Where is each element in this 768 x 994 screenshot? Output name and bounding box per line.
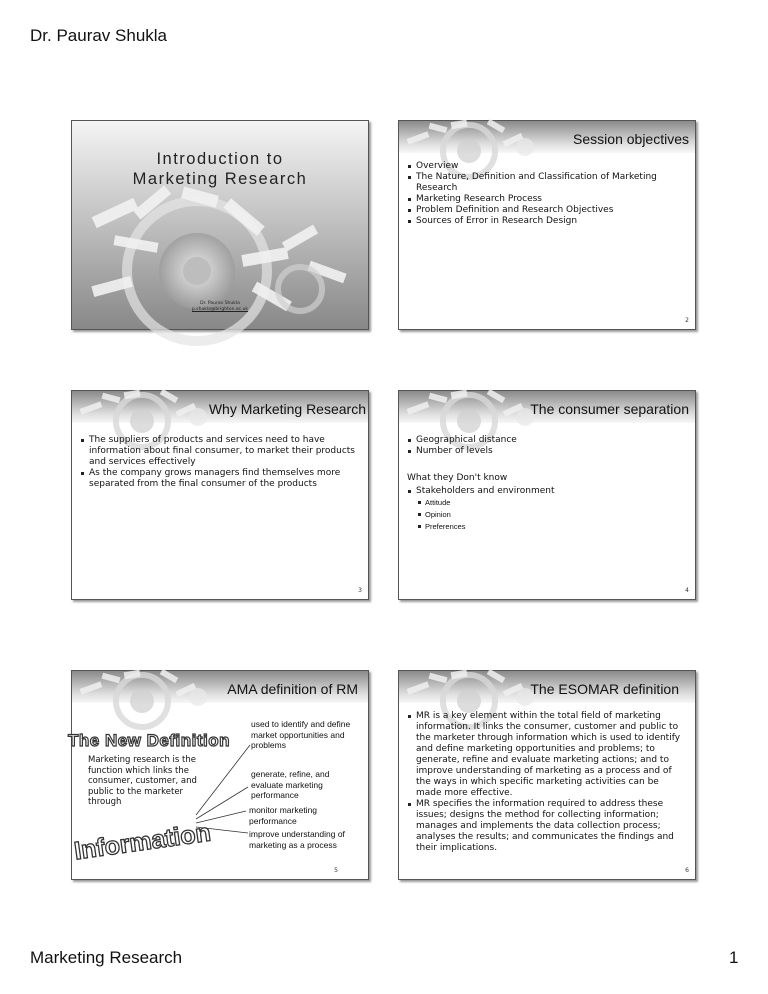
slide-5-item-3: monitor marketing performance [249, 805, 318, 826]
slide-1-email-link[interactable]: p.shukla@brighton.ac.uk [191, 307, 249, 312]
slide-4-bullet-list-2 [407, 486, 681, 533]
slide-4-title: The consumer separation [530, 401, 689, 417]
slide-5-item-4: improve understanding of marketing as a process [249, 829, 345, 850]
slide-3-number: 3 [358, 587, 362, 594]
slide-2-session-objectives [398, 120, 696, 330]
list-item: Overview [416, 161, 681, 172]
slide-5-ama-definition [68, 670, 369, 880]
slide-6-bullet-list [407, 711, 684, 854]
slide-5-title: AMA definition of RM [227, 681, 358, 697]
list-item-text: Stakeholders and environment [416, 486, 555, 496]
list-item: Preferences [425, 521, 681, 533]
list-item: MR specifies the information required to address these issues; designs the method for collecting information; manages and implements the data collection process; analyses the results; and communicates the findings and their implications. [416, 799, 684, 854]
slide-4-bullet-list [407, 435, 681, 457]
page-footer-title: Marketing Research [30, 948, 183, 967]
svg-text:The New Definition: The New Definition [68, 731, 230, 750]
svg-text:Information: Information [72, 818, 213, 866]
slide-4-sub-list [416, 497, 681, 533]
page-number: 1 [729, 948, 739, 967]
list-item [416, 486, 681, 533]
slide-5-item-1: used to identify and define market opportunities and problems [251, 719, 351, 750]
list-item: As the company grows managers find themselves more separated from the final consumer of the products [89, 468, 357, 490]
slide-1-title-line-1: Introduction to [156, 150, 284, 168]
list-item: Marketing Research Process [416, 194, 681, 205]
slide-2-number: 2 [685, 317, 689, 324]
list-item: Attitude [425, 497, 681, 509]
slide-1-author-block [72, 301, 368, 313]
list-item: Opinion [425, 509, 681, 521]
slide-6-number: 6 [685, 867, 689, 874]
slide-3-why-marketing-research [71, 390, 369, 600]
slide-4-consumer-separation [398, 390, 696, 600]
list-item: Geographical distance [416, 435, 681, 446]
slide-6-title: The ESOMAR definition [530, 681, 679, 697]
slide-3-bullet-list [80, 435, 357, 490]
slide-1-title-slide [71, 120, 369, 330]
list-item: Number of levels [416, 446, 681, 457]
page-header-author: Dr. Paurav Shukla [30, 26, 168, 45]
slide-1-title [72, 149, 368, 189]
slide-3-title: Why Marketing Research [208, 401, 366, 417]
list-item: MR is a key element within the total field of marketing information. It links the consumer, customer and public to the marketer through information which is used to identify and define marketing opportunities and problems; to generate, refine and evaluate marketing actions; and to improve understanding of marketing as a process and of the ways in which specific marketing activities can be made more effective. [416, 711, 684, 799]
slide-5-item-2: generate, refine, and evaluate marketing performance [251, 769, 330, 800]
slide-2-bullet-list [407, 161, 681, 227]
slide-1-title-line-2: Marketing Research [132, 170, 308, 188]
list-item: Problem Definition and Research Objectives [416, 205, 681, 216]
list-item: The suppliers of products and services need to have information about final consumer, to market their products and services effectively [89, 435, 355, 467]
slide-2-title: Session objectives [573, 131, 689, 147]
slide-5-definition-text: Marketing research is the function which links the consumer, customer, and public to the marketer through [88, 755, 197, 807]
slide-4-subheading: What they Don't know [407, 473, 508, 483]
slide-4-number: 4 [685, 587, 689, 594]
slide-5-number: 5 [334, 867, 338, 874]
list-item: Sources of Error in Research Design [416, 216, 681, 227]
list-item: The Nature, Definition and Classification of Marketing Research [416, 172, 681, 194]
slide-1-author: Dr. Paurav Shukla [200, 301, 240, 306]
slide-6-esomar-definition [398, 670, 696, 880]
